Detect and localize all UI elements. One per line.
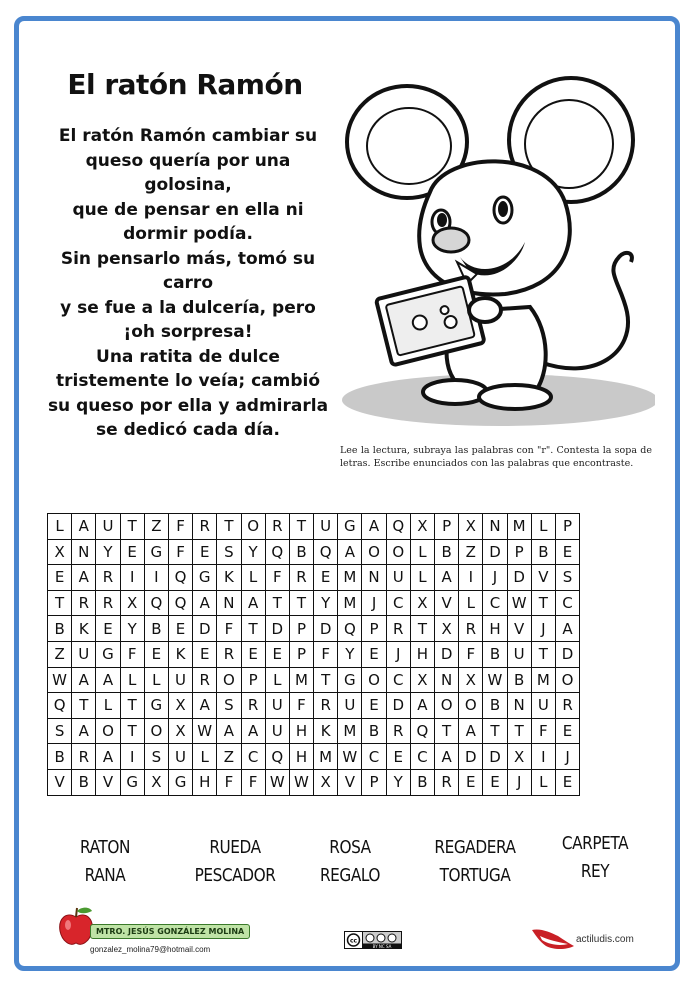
poem-line: que de pensar en ella ni (72, 199, 304, 220)
grid-cell[interactable]: G (193, 565, 217, 591)
grid-cell[interactable]: B (144, 616, 168, 642)
grid-cell[interactable]: D (507, 565, 531, 591)
grid-cell[interactable]: T (48, 590, 72, 616)
grid-row (48, 514, 580, 540)
grid-cell[interactable]: D (314, 616, 338, 642)
grid-cell[interactable]: B (48, 616, 72, 642)
grid-cell[interactable]: J (386, 641, 410, 667)
grid-cell[interactable]: Q (144, 590, 168, 616)
grid-cell[interactable]: E (144, 641, 168, 667)
grid-cell[interactable]: M (507, 514, 531, 540)
grid-cell[interactable]: L (410, 539, 434, 565)
grid-cell[interactable]: Y (386, 769, 410, 795)
grid-cell[interactable]: P (362, 769, 386, 795)
grid-cell[interactable]: V (338, 769, 362, 795)
grid-cell[interactable]: F (531, 718, 555, 744)
grid-cell[interactable]: U (265, 693, 289, 719)
poem-line: El ratón Ramón cambiar su (58, 126, 318, 146)
grid-cell[interactable]: A (435, 565, 459, 591)
grid-row (48, 744, 580, 770)
grid-cell[interactable]: O (96, 718, 120, 744)
grid-cell[interactable]: G (338, 514, 362, 540)
creative-commons-icon (344, 931, 402, 949)
poem-line: y se fue a la dulcería, pero (60, 297, 316, 318)
grid-cell[interactable]: W (289, 769, 313, 795)
grid-cell[interactable]: A (435, 744, 459, 770)
grid-cell[interactable]: B (435, 539, 459, 565)
grid-cell[interactable]: Y (120, 616, 144, 642)
grid-cell[interactable]: E (386, 744, 410, 770)
poem-line: ¡oh sorpresa! (123, 322, 253, 342)
grid-cell[interactable]: A (338, 539, 362, 565)
grid-cell[interactable]: E (555, 769, 579, 795)
grid-cell[interactable]: G (120, 769, 144, 795)
grid-cell[interactable]: P (289, 641, 313, 667)
grid-cell[interactable]: D (555, 641, 579, 667)
grid-cell[interactable]: G (144, 539, 168, 565)
grid-cell[interactable]: W (483, 667, 507, 693)
grid-cell[interactable]: T (314, 667, 338, 693)
grid-cell[interactable]: C (555, 590, 579, 616)
grid-cell[interactable]: U (507, 641, 531, 667)
grid-cell[interactable]: L (96, 693, 120, 719)
grid-cell[interactable]: E (362, 641, 386, 667)
word-column (420, 834, 531, 890)
grid-cell[interactable]: X (435, 616, 459, 642)
poem-line: carro (163, 273, 213, 293)
grid-cell[interactable]: X (48, 539, 72, 565)
grid-cell[interactable]: T (435, 718, 459, 744)
grid-cell[interactable]: X (459, 667, 483, 693)
grid-cell[interactable]: T (483, 718, 507, 744)
grid-cell[interactable]: U (168, 667, 192, 693)
grid-cell[interactable]: F (217, 769, 241, 795)
grid-cell[interactable]: E (265, 641, 289, 667)
grid-cell[interactable]: K (314, 718, 338, 744)
grid-cell[interactable]: W (48, 667, 72, 693)
grid-cell[interactable]: U (96, 514, 120, 540)
grid-cell[interactable]: X (144, 769, 168, 795)
grid-cell[interactable]: E (96, 616, 120, 642)
grid-cell[interactable]: A (72, 514, 96, 540)
grid-cell[interactable]: B (410, 769, 434, 795)
poem-line: dormir podía. (123, 224, 253, 244)
grid-cell[interactable]: A (193, 590, 217, 616)
grid-cell[interactable]: D (483, 539, 507, 565)
grid-cell[interactable]: V (435, 590, 459, 616)
grid-cell[interactable]: D (193, 616, 217, 642)
grid-cell[interactable]: R (555, 693, 579, 719)
grid-cell[interactable]: O (217, 667, 241, 693)
grid-cell[interactable]: S (555, 565, 579, 591)
grid-cell[interactable]: N (217, 590, 241, 616)
grid-cell[interactable]: X (168, 718, 192, 744)
grid-cell[interactable]: Q (168, 590, 192, 616)
grid-cell[interactable]: F (241, 769, 265, 795)
grid-cell[interactable]: J (507, 769, 531, 795)
grid-cell[interactable]: I (459, 565, 483, 591)
word-item: REY (580, 861, 610, 882)
grid-cell[interactable]: A (410, 693, 434, 719)
svg-text:cc: cc (349, 937, 358, 945)
grid-cell[interactable]: A (72, 718, 96, 744)
grid-cell[interactable]: P (241, 667, 265, 693)
grid-cell[interactable]: B (483, 641, 507, 667)
grid-cell[interactable]: R (265, 514, 289, 540)
grid-cell[interactable]: Z (48, 641, 72, 667)
grid-cell[interactable]: L (459, 590, 483, 616)
grid-cell[interactable]: K (168, 641, 192, 667)
grid-cell[interactable]: S (144, 744, 168, 770)
grid-cell[interactable]: O (241, 514, 265, 540)
poem-line: Una ratita de dulce (96, 346, 280, 367)
grid-cell[interactable]: E (314, 565, 338, 591)
grid-cell[interactable]: R (289, 565, 313, 591)
grid-cell[interactable]: Y (241, 539, 265, 565)
grid-cell[interactable]: R (241, 693, 265, 719)
grid-cell[interactable]: N (483, 514, 507, 540)
grid-cell[interactable]: U (338, 693, 362, 719)
grid-cell[interactable]: S (217, 539, 241, 565)
grid-cell[interactable]: P (555, 514, 579, 540)
grid-cell[interactable]: C (241, 744, 265, 770)
grid-cell[interactable]: T (265, 590, 289, 616)
grid-cell[interactable]: Q (48, 693, 72, 719)
grid-cell[interactable]: R (96, 565, 120, 591)
grid-cell[interactable]: G (144, 693, 168, 719)
grid-cell[interactable]: E (168, 616, 192, 642)
grid-cell[interactable]: X (410, 514, 434, 540)
grid-cell[interactable]: N (362, 565, 386, 591)
grid-cell[interactable]: A (96, 744, 120, 770)
grid-cell[interactable]: K (72, 616, 96, 642)
page-title: El ratón Ramón (67, 68, 303, 101)
grid-cell[interactable]: E (459, 769, 483, 795)
grid-cell[interactable]: B (362, 718, 386, 744)
grid-cell[interactable]: Y (338, 641, 362, 667)
grid-cell[interactable]: T (289, 590, 313, 616)
grid-cell[interactable]: Y (314, 590, 338, 616)
grid-cell[interactable]: L (48, 514, 72, 540)
grid-cell[interactable]: G (96, 641, 120, 667)
grid-cell[interactable]: V (531, 565, 555, 591)
grid-cell[interactable]: R (314, 693, 338, 719)
grid-cell[interactable]: A (72, 667, 96, 693)
grid-cell[interactable]: R (72, 590, 96, 616)
word-item: REGADERA (434, 837, 516, 858)
grid-cell[interactable]: Q (338, 616, 362, 642)
grid-cell[interactable]: T (531, 641, 555, 667)
grid-cell[interactable]: R (386, 718, 410, 744)
poem-line: queso quería por una (85, 150, 291, 171)
grid-cell[interactable]: F (265, 565, 289, 591)
grid-cell[interactable]: A (217, 718, 241, 744)
grid-cell[interactable]: F (168, 514, 192, 540)
grid-cell[interactable]: T (120, 514, 144, 540)
grid-cell[interactable]: R (459, 616, 483, 642)
grid-cell[interactable]: U (72, 641, 96, 667)
grid-cell[interactable]: W (193, 718, 217, 744)
grid-cell[interactable]: D (483, 744, 507, 770)
grid-cell[interactable]: P (507, 539, 531, 565)
grid-cell[interactable]: M (338, 590, 362, 616)
grid-cell[interactable]: O (362, 667, 386, 693)
grid-cell[interactable]: T (289, 514, 313, 540)
grid-cell[interactable]: F (289, 693, 313, 719)
word-column (58, 834, 152, 890)
grid-cell[interactable]: X (410, 667, 434, 693)
grid-row (48, 565, 580, 591)
grid-cell[interactable]: R (193, 514, 217, 540)
grid-cell[interactable]: N (72, 539, 96, 565)
grid-cell[interactable]: Z (217, 744, 241, 770)
grid-cell[interactable]: T (531, 590, 555, 616)
word-item: TORTUGA (439, 865, 511, 886)
grid-cell[interactable]: W (338, 744, 362, 770)
grid-cell[interactable]: V (48, 769, 72, 795)
grid-cell[interactable]: X (120, 590, 144, 616)
grid-cell[interactable]: J (362, 590, 386, 616)
grid-cell[interactable]: B (483, 693, 507, 719)
grid-cell[interactable]: H (289, 744, 313, 770)
grid-cell[interactable]: E (120, 539, 144, 565)
grid-row (48, 616, 580, 642)
mouse-illustration (335, 62, 655, 432)
grid-cell[interactable]: E (555, 718, 579, 744)
word-column (303, 834, 397, 890)
grid-cell[interactable]: W (507, 590, 531, 616)
grid-cell[interactable]: M (289, 667, 313, 693)
license-text: BY NC SA (372, 943, 392, 949)
grid-cell[interactable]: T (120, 718, 144, 744)
word-item: RUEDA (209, 837, 261, 858)
grid-cell[interactable]: F (120, 641, 144, 667)
grid-cell[interactable]: A (193, 693, 217, 719)
grid-cell[interactable]: X (507, 744, 531, 770)
grid-cell[interactable]: A (362, 514, 386, 540)
grid-cell[interactable]: M (338, 565, 362, 591)
grid-cell[interactable]: X (459, 514, 483, 540)
grid-cell[interactable]: I (120, 565, 144, 591)
grid-cell[interactable]: A (555, 616, 579, 642)
grid-cell[interactable]: B (48, 744, 72, 770)
grid-cell[interactable]: J (531, 616, 555, 642)
grid-cell[interactable]: P (362, 616, 386, 642)
grid-cell[interactable]: R (96, 590, 120, 616)
grid-cell[interactable]: E (193, 539, 217, 565)
grid-cell[interactable]: B (507, 667, 531, 693)
grid-cell[interactable]: H (289, 718, 313, 744)
grid-cell[interactable]: O (435, 693, 459, 719)
grid-cell[interactable]: V (96, 769, 120, 795)
poem-line: golosina, (144, 175, 232, 195)
grid-cell[interactable]: W (265, 769, 289, 795)
grid-cell[interactable]: F (217, 616, 241, 642)
grid-cell[interactable]: J (555, 744, 579, 770)
grid-cell[interactable]: T (120, 693, 144, 719)
grid-cell[interactable]: E (193, 641, 217, 667)
grid-cell[interactable]: T (217, 514, 241, 540)
grid-cell[interactable]: B (289, 539, 313, 565)
grid-cell[interactable]: A (241, 718, 265, 744)
grid-row (48, 718, 580, 744)
grid-cell[interactable]: M (338, 718, 362, 744)
word-search-grid (47, 513, 580, 796)
poem-line: tristemente lo veía; cambió (55, 371, 321, 391)
grid-cell[interactable]: C (362, 744, 386, 770)
poem-line: se dedicó cada día. (96, 420, 280, 440)
grid-cell[interactable]: L (531, 769, 555, 795)
grid-cell[interactable]: V (507, 616, 531, 642)
grid-cell[interactable]: B (531, 539, 555, 565)
grid-cell[interactable]: A (96, 667, 120, 693)
grid-cell[interactable]: F (314, 641, 338, 667)
grid-cell[interactable]: L (193, 744, 217, 770)
grid-cell[interactable]: T (72, 693, 96, 719)
poem-line: Sin pensarlo más, tomó su (60, 248, 316, 269)
grid-cell[interactable]: Q (314, 539, 338, 565)
grid-cell[interactable]: S (217, 693, 241, 719)
poem-line: su queso por ella y admirarla (47, 395, 329, 416)
grid-cell[interactable]: Q (386, 514, 410, 540)
grid-cell[interactable]: I (531, 744, 555, 770)
grid-cell[interactable]: L (120, 667, 144, 693)
grid-cell[interactable]: Q (168, 565, 192, 591)
grid-cell[interactable]: U (314, 514, 338, 540)
grid-cell[interactable]: D (386, 693, 410, 719)
grid-cell[interactable]: R (193, 667, 217, 693)
grid-cell[interactable]: R (217, 641, 241, 667)
grid-cell[interactable]: P (435, 514, 459, 540)
grid-cell[interactable]: T (410, 616, 434, 642)
grid-row (48, 641, 580, 667)
grid-cell[interactable]: H (193, 769, 217, 795)
grid-cell[interactable]: M (314, 744, 338, 770)
grid-cell[interactable]: F (168, 539, 192, 565)
grid-cell[interactable]: A (241, 590, 265, 616)
word-item: RANA (84, 865, 126, 886)
grid-cell[interactable]: J (483, 565, 507, 591)
grid-cell[interactable]: T (241, 616, 265, 642)
grid-cell[interactable]: O (459, 693, 483, 719)
grid-cell[interactable]: X (314, 769, 338, 795)
grid-cell[interactable]: C (386, 667, 410, 693)
grid-cell[interactable]: Q (265, 744, 289, 770)
grid-cell[interactable]: Q (265, 539, 289, 565)
grid-cell[interactable]: U (386, 565, 410, 591)
grid-cell[interactable]: D (265, 616, 289, 642)
grid-cell[interactable]: H (483, 616, 507, 642)
grid-cell[interactable]: H (410, 641, 434, 667)
grid-row (48, 539, 580, 565)
grid-cell[interactable]: E (555, 539, 579, 565)
apple-icon (58, 905, 94, 947)
grid-cell[interactable]: E (362, 693, 386, 719)
word-column (544, 830, 646, 886)
grid-cell[interactable]: Q (410, 718, 434, 744)
grid-cell[interactable]: O (386, 539, 410, 565)
site-link[interactable]: actiludis.com (576, 934, 634, 945)
grid-cell[interactable]: L (144, 667, 168, 693)
grid-cell[interactable]: O (144, 718, 168, 744)
word-item: PESCADOR (194, 865, 276, 886)
grid-cell[interactable]: X (410, 590, 434, 616)
grid-cell[interactable]: I (120, 744, 144, 770)
grid-row (48, 769, 580, 795)
word-item: CARPETA (561, 833, 629, 854)
grid-cell[interactable]: Z (459, 539, 483, 565)
word-list (40, 834, 660, 894)
instructions: Lee la lectura, subraya las palabras con "r". Contesta la sopa de letras. Escribe enunciados con las palabras que encontraste. (340, 445, 652, 469)
grid-cell[interactable]: C (410, 744, 434, 770)
grid-cell[interactable]: E (241, 641, 265, 667)
grid-cell[interactable]: R (386, 616, 410, 642)
grid-cell[interactable]: E (483, 769, 507, 795)
grid-cell[interactable]: L (265, 667, 289, 693)
word-column (180, 834, 291, 890)
grid-cell[interactable]: P (289, 616, 313, 642)
grid-cell[interactable]: R (435, 769, 459, 795)
author-email: gonzalez_molina79@hotmail.com (90, 945, 211, 954)
grid-cell[interactable]: T (507, 718, 531, 744)
grid-cell[interactable]: Y (96, 539, 120, 565)
grid-cell[interactable]: F (459, 641, 483, 667)
grid-cell[interactable]: N (435, 667, 459, 693)
grid-row (48, 693, 580, 719)
grid-cell[interactable]: D (435, 641, 459, 667)
grid-cell[interactable]: U (265, 718, 289, 744)
word-item: RATON (79, 837, 130, 858)
grid-cell[interactable]: O (555, 667, 579, 693)
grid-row (48, 667, 580, 693)
grid-cell[interactable]: O (362, 539, 386, 565)
author-badge: MTRO. JESÚS GONZÁLEZ MOLINA (90, 924, 250, 939)
word-item: ROSA (329, 837, 371, 858)
grid-cell[interactable]: K (217, 565, 241, 591)
grid-cell[interactable]: A (72, 565, 96, 591)
grid-cell[interactable]: U (168, 744, 192, 770)
grid-cell[interactable]: X (168, 693, 192, 719)
grid-cell[interactable]: L (410, 565, 434, 591)
grid-cell[interactable]: I (144, 565, 168, 591)
grid-cell[interactable]: S (48, 718, 72, 744)
grid-cell[interactable]: L (531, 514, 555, 540)
grid-cell[interactable]: L (241, 565, 265, 591)
grid-cell[interactable]: A (459, 718, 483, 744)
grid-cell[interactable]: R (72, 744, 96, 770)
grid-cell[interactable]: G (168, 769, 192, 795)
grid-cell[interactable]: Z (144, 514, 168, 540)
grid-cell[interactable]: C (386, 590, 410, 616)
grid-cell[interactable]: N (507, 693, 531, 719)
grid-cell[interactable]: E (48, 565, 72, 591)
grid-cell[interactable]: C (483, 590, 507, 616)
grid-cell[interactable]: B (72, 769, 96, 795)
grid-row (48, 590, 580, 616)
grid-cell[interactable]: D (459, 744, 483, 770)
grid-cell[interactable]: G (338, 667, 362, 693)
word-item: REGALO (319, 865, 381, 886)
grid-cell[interactable]: M (531, 667, 555, 693)
poem (38, 124, 338, 443)
grid-cell[interactable]: U (531, 693, 555, 719)
